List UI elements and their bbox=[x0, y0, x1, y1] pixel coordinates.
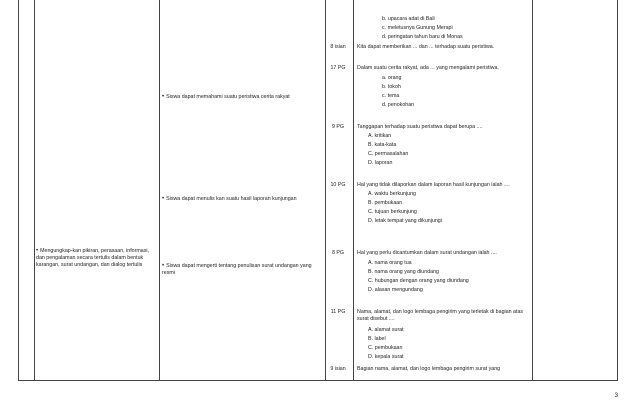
option-item: C. hubungan dengan orang yang diundang bbox=[368, 278, 469, 284]
option-item: B. nama orang yang diundang bbox=[368, 269, 439, 275]
question-number: 9 PG bbox=[331, 124, 345, 130]
option-item: D. laporan bbox=[368, 160, 393, 166]
option-item: b. upacara adat di Bali bbox=[382, 16, 435, 22]
competency-text: • Mengungkap-kan pikiran, perasaan, informasi, dan pengalaman secara tertulis dalam bentuk karangan, surat undangan, dan dialog tertulis bbox=[36, 248, 156, 270]
option-item: B. kata-kata bbox=[368, 142, 397, 148]
option-item: B. label bbox=[368, 336, 386, 342]
question-text: Tanggapan terhadap suatu peristiwa dapat berupa .... bbox=[357, 124, 483, 130]
option-item: D. alasan mengundang bbox=[368, 287, 423, 293]
option-item: A. kritikan bbox=[368, 133, 392, 139]
option-item: a. orang bbox=[382, 75, 402, 81]
indicator-cerita-rakyat: • Siswa dapat memahami suatu peristiwa cerita rakyat bbox=[162, 94, 290, 101]
page-number: 3 bbox=[614, 393, 618, 399]
question-text: Hal yang perlu dicantumkan dalam surat undangan ialah .... bbox=[357, 250, 497, 256]
option-item: d. peringatan tahun baru di Monas bbox=[382, 34, 463, 40]
option-item: C. permasalahan bbox=[368, 151, 409, 157]
question-text: Kita dapat memberikan ... dan ... terhadap suatu peristiwa. bbox=[357, 44, 495, 50]
option-item: C. pembukaan bbox=[368, 345, 403, 351]
option-item: d. penokohan bbox=[382, 102, 415, 108]
option-item: A. waktu berkunjung bbox=[368, 191, 416, 197]
question-text: Dalam suatu cerita rakyat, ada ... yang mengalami peristiwa. bbox=[357, 65, 499, 71]
table-divider bbox=[159, 0, 160, 381]
table-border-left bbox=[18, 0, 19, 381]
question-text: Nama, alamat, dan logo lembaga pengirim yang terletak di bagian atas surat disebut .... bbox=[357, 309, 524, 323]
question-number: 11 PG bbox=[330, 309, 346, 315]
question-text: Hal yang tidak dilaporkan dalam laporan hasil kunjungan ialah .... bbox=[357, 182, 510, 188]
table-divider bbox=[34, 0, 35, 381]
table-border-bottom bbox=[18, 380, 618, 381]
indicator-laporan-kunjungan: • Siswa dapat menulis kan suatu hasil laporan kunjungan bbox=[162, 196, 297, 203]
option-item: C. tujuan berkunjung bbox=[368, 209, 417, 215]
question-text: Bagian nama, alamat, dan logo lembaga pengirim surat yang bbox=[357, 366, 501, 372]
table-border-right bbox=[617, 0, 618, 381]
indicator-surat-undangan: • Siswa dapat mengerti tentang penulisan surat undangan yang resmi bbox=[162, 263, 317, 277]
table-divider bbox=[325, 0, 326, 381]
option-item: b. tokoh bbox=[382, 84, 401, 90]
option-item: D. letak tempat yang dikunjungi bbox=[368, 218, 442, 224]
question-number: 17 PG bbox=[330, 65, 346, 71]
table-divider bbox=[532, 0, 533, 381]
option-item: B. pembukaan bbox=[368, 200, 403, 206]
option-item: A. alamat surat bbox=[368, 327, 404, 333]
option-item: c. meletusnya Gunung Merapi bbox=[382, 25, 453, 31]
question-number: 8 PG bbox=[331, 250, 345, 256]
question-number: 8 isian bbox=[330, 44, 346, 50]
question-number: 9 isian bbox=[330, 366, 346, 372]
table-divider bbox=[353, 0, 354, 381]
question-number: 10 PG bbox=[330, 182, 346, 188]
option-item: A. nama orang tua bbox=[368, 260, 412, 266]
option-item: D. kepala surat bbox=[368, 354, 404, 360]
option-item: c. tema bbox=[382, 93, 400, 99]
